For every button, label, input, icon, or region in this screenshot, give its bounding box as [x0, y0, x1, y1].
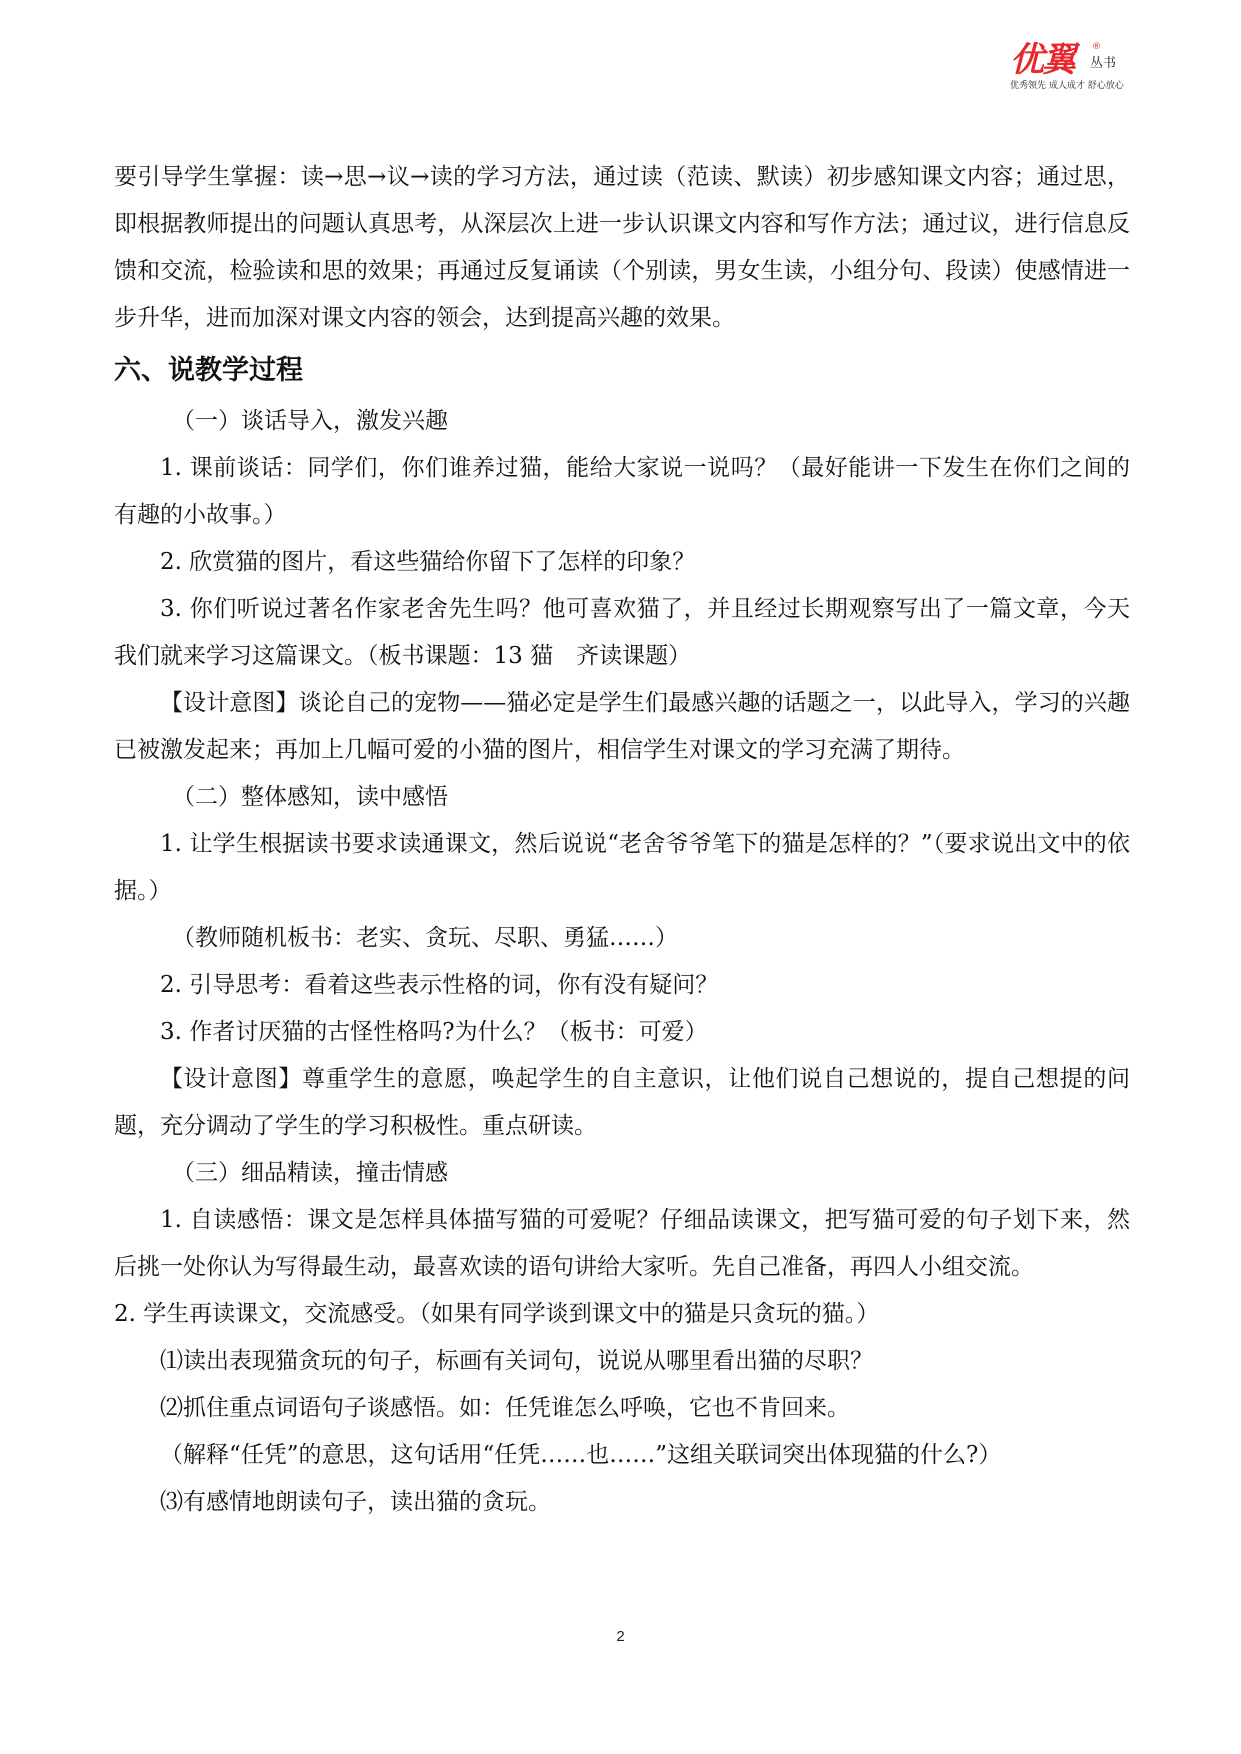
- design-intent-2: 【设计意图】尊重学生的意愿，唤起学生的自主意识，让他们说自己想说的，提自己想提的问题，充分调动了学生的学习积极性。重点研读。: [114, 1066, 1130, 1139]
- logo-brand-text: 优翼: [1010, 40, 1074, 80]
- paragraph-1-3: 3. 你们听说过著名作家老舍先生吗？他可喜欢猫了，并且经过长期观察写出了一篇文章，今天我们就来学习这篇课文。（板书课题：13 猫 齐读课题）: [114, 596, 1130, 669]
- paragraph-2-3: 3. 作者讨厌猫的古怪性格吗?为什么？（板书：可爱）: [160, 1019, 708, 1045]
- paragraph-2-note: （教师随机板书：老实、贪玩、尽职、勇猛……）: [172, 925, 678, 951]
- paragraph-3-sub-2-note: （解释“任凭”的意思，这句话用“任凭……也……”这组关联词突出体现猫的什么?）: [160, 1442, 1002, 1468]
- subsection-title-3: （三）细品精读，撞击情感: [172, 1160, 448, 1186]
- paragraph-3-sub-1: ⑴读出表现猫贪玩的句子，标画有关词句，说说从哪里看出猫的尽职？: [160, 1348, 873, 1374]
- paragraph-3-sub-3: ⑶有感情地朗读句子，读出猫的贪玩。: [160, 1489, 551, 1515]
- subsection-title-1: （一）谈话导入，激发兴趣: [172, 408, 448, 434]
- paragraph-2-1: 1. 让学生根据读书要求读通课文，然后说说“老舍爷爷笔下的猫是怎样的？”（要求说出文中的依据。）: [114, 831, 1130, 904]
- paragraph-3-sub-2: ⑵抓住重点词语句子谈感悟。如：任凭谁怎么呼唤，它也不肯回来。: [160, 1395, 850, 1421]
- publisher-logo: [1010, 40, 1142, 96]
- paragraph-1-1: 1. 课前谈话：同学们，你们谁养过猫，能给大家说一说吗？（最好能讲一下发生在你们之间的有趣的小故事。）: [114, 455, 1130, 528]
- page-number: 2: [616, 1628, 625, 1645]
- registered-mark: ®: [1092, 42, 1101, 52]
- intro-paragraph: 要引导学生掌握：读→思→议→读的学习方法，通过读（范读、默读）初步感知课文内容；通过思，即根据教师提出的问题认真思考，从深层次上进一步认识课文内容和写作方法；通过议，进行信息反馈和交流，检验读和思的效果；再通过反复诵读（个别读，男女生读，小组分句、段读）使感情进一步升华，进而加深对课文内容的领会，达到提高兴趣的效果。: [114, 164, 1130, 331]
- logo-series-text: 丛书: [1090, 56, 1117, 71]
- paragraph-1-2: 2. 欣赏猫的图片，看这些猫给你留下了怎样的印象？: [160, 549, 696, 575]
- paragraph-3-1: 1. 自读感悟：课文是怎样具体描写猫的可爱呢？仔细品读课文，把写猫可爱的句子划下来，然后挑一处你认为写得最生动，最喜欢读的语句讲给大家听。先自己准备，再四人小组交流。: [114, 1207, 1130, 1280]
- document-body: [114, 154, 1130, 1526]
- paragraph-3-2: 2. 学生再读课文，交流感受。（如果有同学谈到课文中的猫是只贪玩的猫。）: [114, 1301, 880, 1327]
- paragraph-2-2: 2. 引导思考：看着这些表示性格的词，你有没有疑问？: [160, 972, 719, 998]
- design-intent-1: 【设计意图】谈论自己的宠物——猫必定是学生们最感兴趣的话题之一，以此导入，学习的兴趣已被激发起来；再加上几幅可爱的小猫的图片，相信学生对课文的学习充满了期待。: [114, 690, 1130, 763]
- section-heading-teaching-process: 六、说教学过程: [114, 355, 303, 386]
- logo-slogan: 优秀领先 成人成才 舒心放心: [1010, 81, 1124, 91]
- subsection-title-2: （二）整体感知，读中感悟: [172, 784, 448, 810]
